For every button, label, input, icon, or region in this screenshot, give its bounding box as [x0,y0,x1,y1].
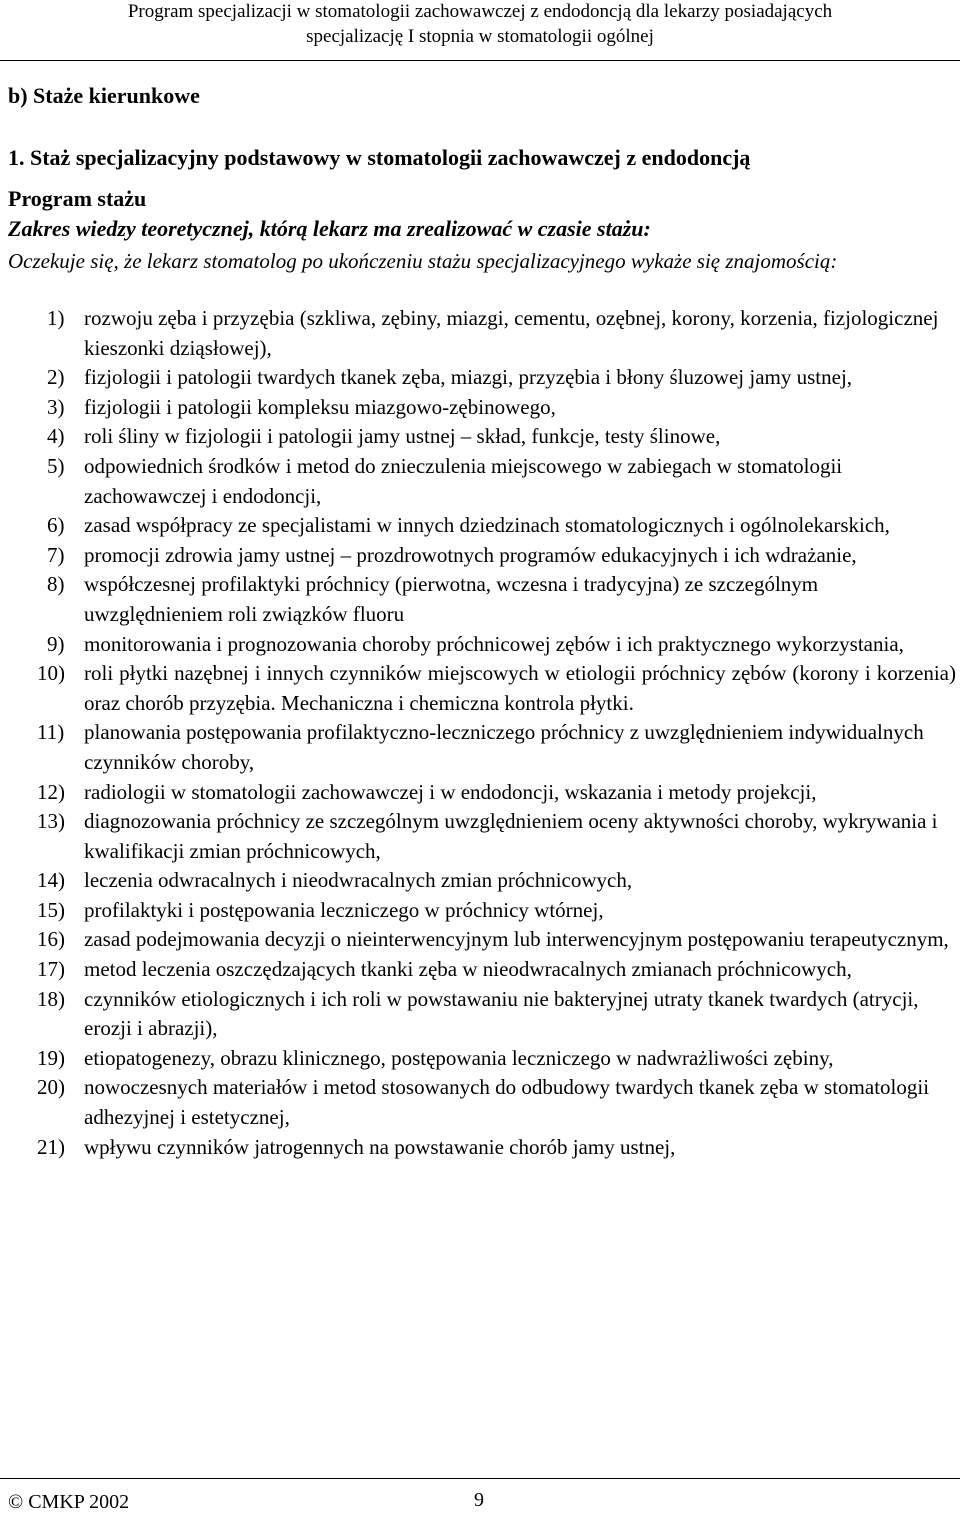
list-item-number: 21) [37,1134,65,1159]
list-item [0,1073,960,1132]
list-item-text: radiologii w stomatologii zachowawczej i w endodoncji, wskazania i metody projekcji, [84,779,817,804]
list-item-number: 2) [47,365,65,390]
list-item-number: 1) [47,306,65,330]
header-line-1: Program specjalizacji w stomatologii zachowawczej z endodoncją dla lekarzy posiadających [127,1,833,22]
list-item-number: 13) [37,809,65,834]
list-item [0,511,960,541]
list-item-text: etiopatogenezy, obrazu klinicznego, postępowania leczniczego w nadwrażliwości zębiny, [84,1045,834,1070]
list-item [0,393,960,423]
list-item-number: 11) [37,720,65,745]
list-item-text: współczesnej profilaktyki próchnicy (pierwotna, wczesna i tradycyjna) ze szczególnym uwzględnieniem roli związków fluoru [84,572,819,626]
list-item [0,718,960,777]
list-item [0,363,960,393]
list-item-text: zasad współpracy ze specjalistami w innych dziedzinach stomatologicznych i ogólnolekarskich, [84,513,890,538]
list-item [0,866,960,896]
page-header [0,0,960,61]
list-item-text: roli śliny w fizjologii i patologii jamy ustnej – skład, funkcje, testy ślinowe, [84,424,721,449]
list-item-text: fizjologii i patologii kompleksu miazgowo-zębinowego, [84,394,556,419]
list-item [0,1044,960,1074]
list-item-number: 12) [37,779,65,804]
list-item-number: 3) [47,394,65,419]
list-item-number: 9) [47,631,65,656]
list-item [0,896,960,926]
list-item-text: roli płytki nazębnej i innych czynników miejscowych w etiologii próchnicy zębów (korony i korzenia) oraz chorób przyzębia. Mechaniczna i chemiczna kontrola płytki. [84,661,956,715]
list-item-number: 4) [47,424,65,449]
list-item-text: diagnozowania próchnicy ze szczególnym uwzględnieniem oceny aktywności choroby, wykrywania i kwalifikacji zmian próchnicowych, [84,809,938,863]
list-item [0,807,960,866]
list-item-text: rozwoju zęba i przyzębia (szkliwa, zębiny, miazgi, cementu, ozębnej, korony, korzenia, fizjologicznej kieszonki dziąsłowej), [84,306,939,360]
list-item-text: fizjologii i patologii twardych tkanek zęba, miazgi, przyzębia i błony śluzowej jamy ustnej, [84,365,853,390]
list-item-text: monitorowania i prognozowania choroby próchnicowej zębów i ich praktycznego wykorzystania, [84,631,904,656]
list-item-text: metod leczenia oszczędzających tkanki zęba w nieodwracalnych zmianach próchnicowych, [84,957,852,982]
list-item-text: leczenia odwracalnych i nieodwracalnych zmian próchnicowych, [84,868,633,893]
list-item [0,955,960,985]
scope-heading: Zakres wiedzy teoretycznej, którą lekarz ma zrealizować w czasie stażu: [8,216,651,241]
list-item-text: profilaktyki i postępowania leczniczego w próchnicy wtórnej, [84,897,604,922]
list-item-text: wpływu czynników jatrogennych na powstawanie chorób jamy ustnej, [84,1134,676,1159]
intro-paragraph: Oczekuje się, że lekarz stomatolog po ukończeniu stażu specjalizacyjnego wykaże się znajomością: [8,249,838,273]
list-item-number: 14) [37,868,65,893]
list-item [0,422,960,452]
header-line-2: specjalizację I stopnia w stomatologii ogólnej [306,26,654,47]
list-item [0,452,960,511]
list-item-number: 19) [37,1045,65,1070]
list-item-number: 20) [37,1075,65,1100]
topic-list [0,304,960,1162]
list-item [0,541,960,571]
list-item [0,985,960,1044]
list-item-text: zasad podejmowania decyzji o nieinterwencyjnym lub interwencyjnym postępowaniu terapeutycznym, [84,927,949,952]
list-item [0,304,960,363]
program-heading: Program stażu [8,186,147,211]
footer-divider [0,1478,960,1479]
list-item-text: nowoczesnych materiałów i metod stosowanych do odbudowy twardych tkanek zęba w stomatologii adhezyjnej i estetycznej, [84,1075,930,1130]
list-item-text: promocji zdrowia jamy ustnej – prozdrowotnych programów edukacyjnych i ich wdrażanie, [84,542,857,567]
list-item-number: 10) [37,661,65,686]
list-item [0,659,960,718]
list-item [0,630,960,660]
footer-copyright: © CMKP 2002 [8,1491,130,1513]
list-item-number: 5) [47,453,65,478]
list-item-number: 7) [47,542,65,567]
list-item-number: 16) [37,927,65,952]
list-item-number: 6) [47,513,65,538]
list-item-text: czynników etiologicznych i ich roli w powstawaniu nie bakteryjnej utraty tkanek twardych (atrycji, erozji i abrazji), [84,986,919,1041]
list-item-text: planowania postępowania profilaktyczno-leczniczego próchnicy z uwzględnieniem indywidualnych czynników choroby, [84,720,924,774]
list-item-number: 15) [37,897,65,922]
list-item-number: 8) [47,572,65,597]
list-item [0,1133,960,1163]
list-item [0,925,960,955]
list-item [0,570,960,629]
section-label: b) Staże kierunkowe [8,83,200,108]
page-number: 9 [474,1489,484,1511]
list-item [0,778,960,808]
internship-title: 1. Staż specjalizacyjny podstawowy w stomatologii zachowawczej z endodoncją [8,145,751,170]
list-item-text: odpowiednich środków i metod do znieczulenia miejscowego w zabiegach w stomatologii zachowawczej i endodoncji, [84,453,843,508]
list-item-number: 17) [37,957,65,982]
list-item-number: 18) [37,986,65,1011]
